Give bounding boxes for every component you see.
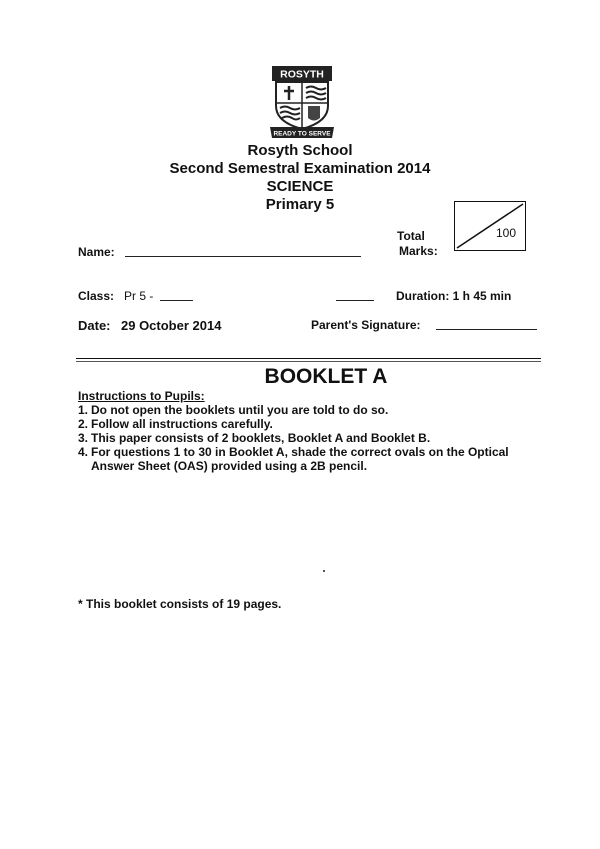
level-title: Primary 5	[265, 196, 335, 213]
parent-signature-label: Parent's Signature:	[311, 318, 421, 332]
total-marks-label-2: Marks:	[399, 244, 438, 258]
svg-text:READY TO SERVE: READY TO SERVE	[273, 130, 331, 138]
parent-signature-field[interactable]	[436, 329, 537, 330]
school-crest-logo	[270, 66, 334, 138]
class-field[interactable]	[160, 300, 193, 301]
date-value: 29 October 2014	[121, 318, 222, 333]
instructions-heading: Instructions to Pupils:	[78, 389, 205, 403]
divider-line	[76, 358, 541, 359]
total-marks-value: 100	[495, 226, 516, 240]
name-field[interactable]	[125, 256, 361, 257]
subject-title: SCIENCE	[266, 178, 334, 195]
exam-title: Second Semestral Examination 2014	[169, 160, 431, 177]
instruction-item: 3. This paper consists of 2 booklets, Booklet A and Booklet B.	[78, 431, 431, 445]
instructions-list	[78, 403, 538, 473]
stray-mark	[323, 570, 325, 572]
total-marks-label: Total	[397, 229, 425, 243]
booklet-title: BOOKLET A	[264, 365, 388, 388]
school-name: Rosyth School	[247, 142, 353, 159]
instruction-item: 4. For questions 1 to 30 in Booklet A, shade the correct ovals on the Optical Answer Sheet (OAS) provided using a 2B pencil.	[78, 445, 509, 473]
instruction-item: 2. Follow all instructions carefully.	[78, 417, 273, 431]
total-marks-box	[454, 201, 526, 251]
svg-text:ROSYTH: ROSYTH	[280, 68, 324, 81]
instruction-item: 1. Do not open the booklets until you are told to do so.	[78, 403, 389, 417]
class-value: Pr 5 -	[124, 289, 154, 303]
divider-line-secondary	[76, 361, 541, 362]
register-number-field[interactable]	[336, 300, 374, 301]
name-label: Name:	[78, 245, 115, 259]
date-label: Date:	[78, 318, 111, 333]
page-count-note: * This booklet consists of 19 pages.	[78, 597, 282, 611]
duration-label: Duration: 1 h 45 min	[396, 289, 512, 303]
class-label: Class:	[78, 289, 115, 303]
